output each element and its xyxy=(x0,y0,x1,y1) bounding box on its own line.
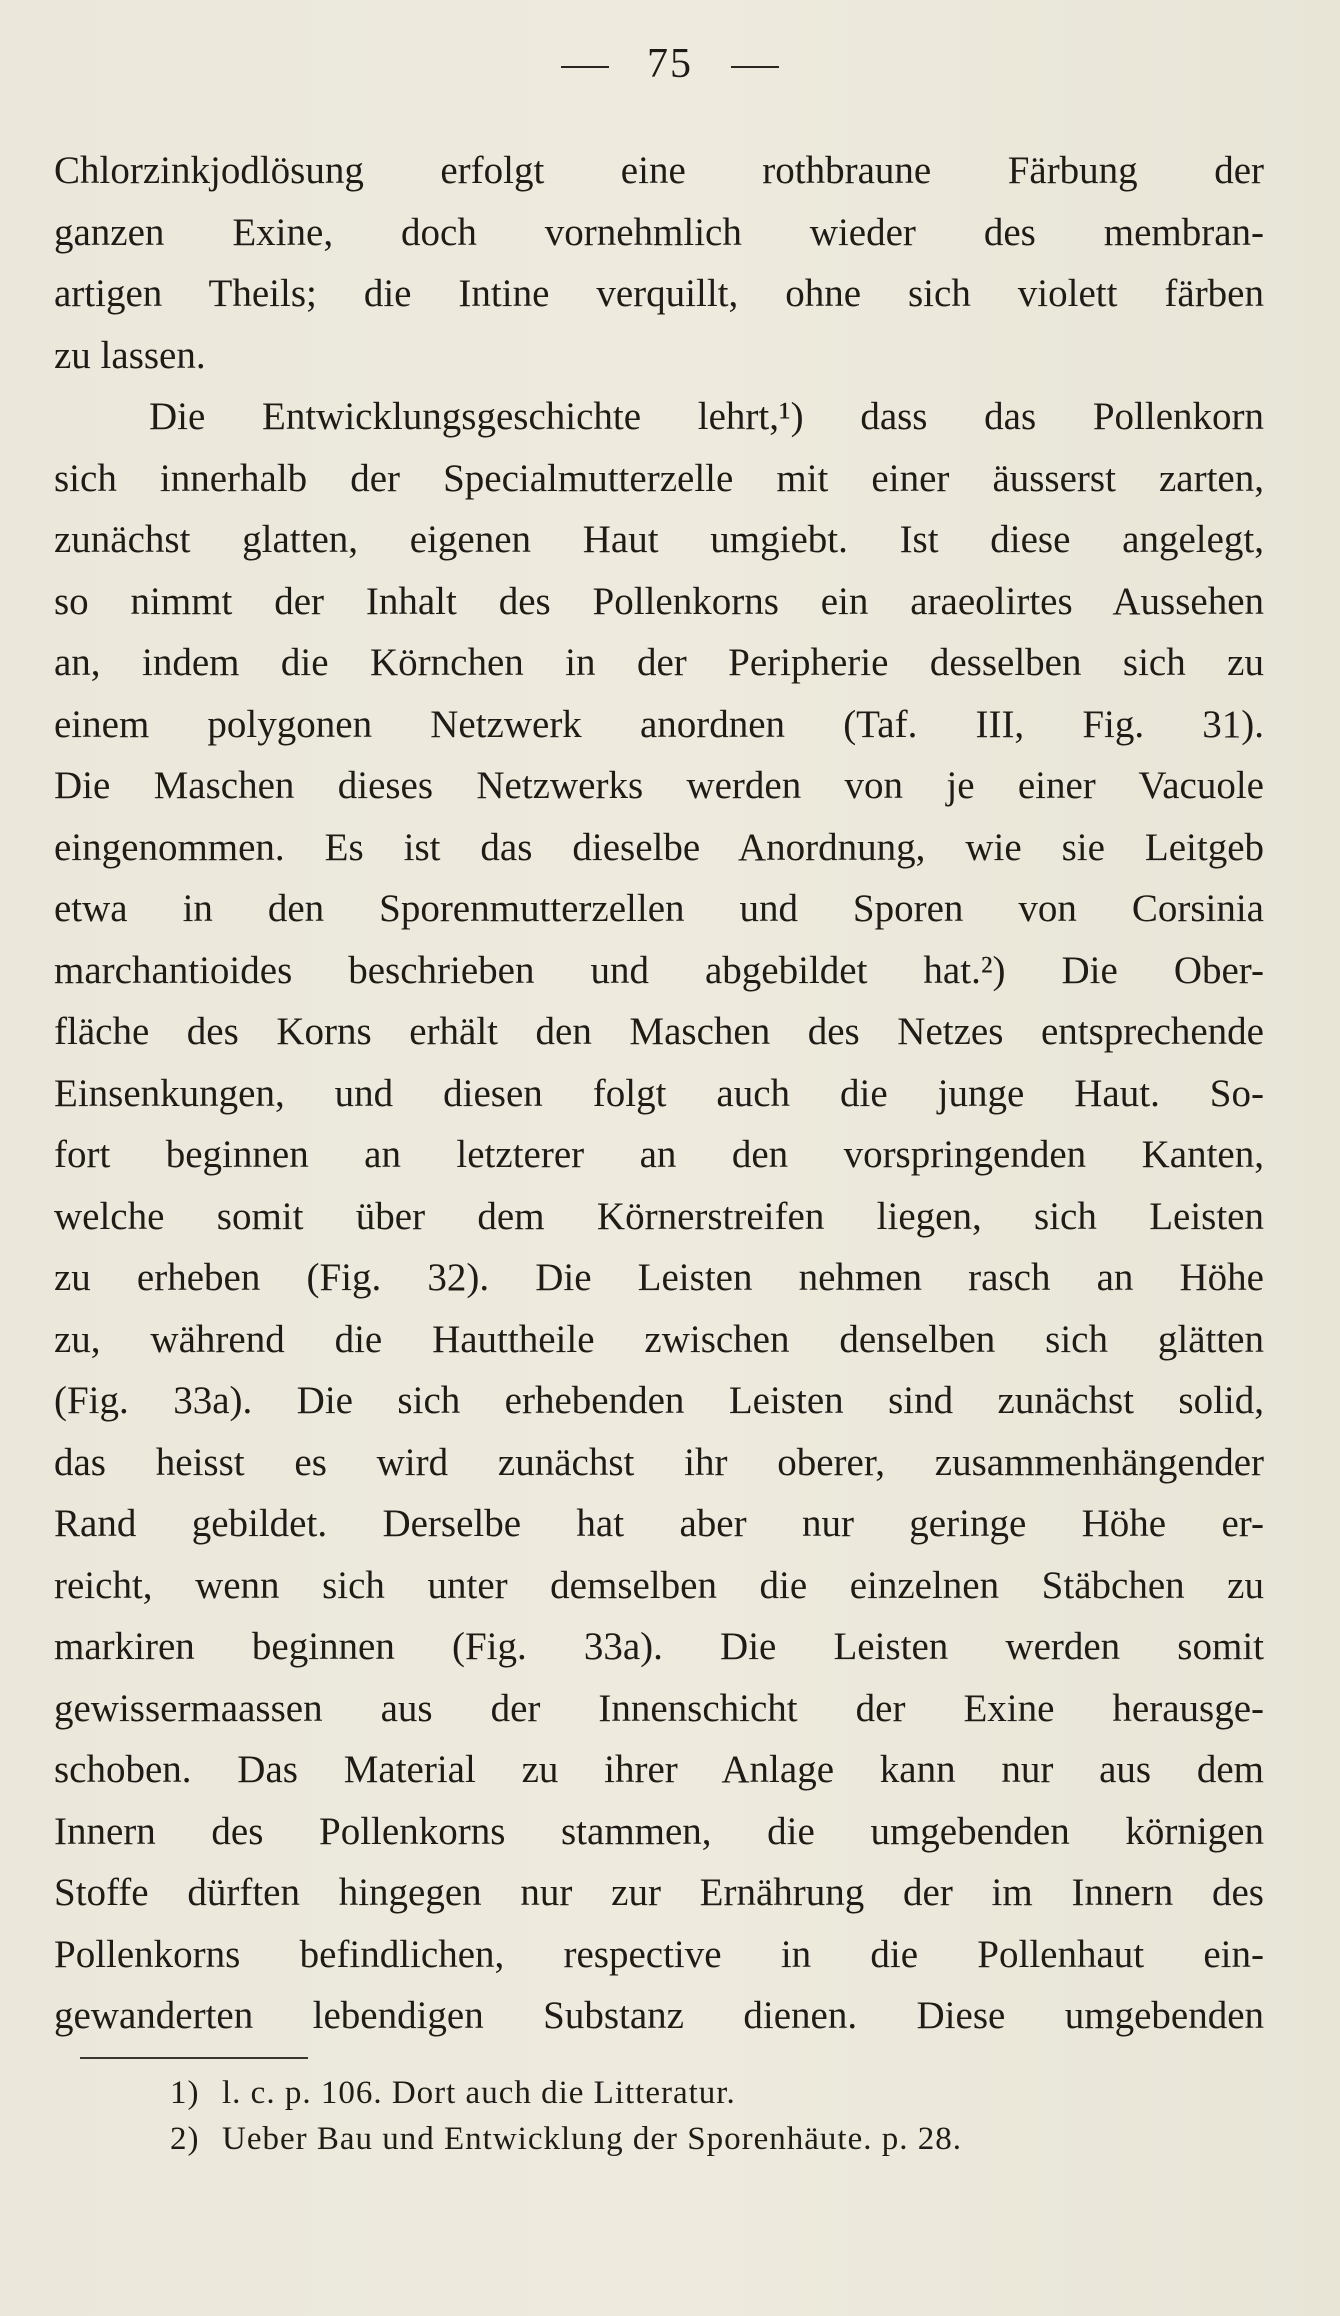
text-line: Rand gebildet. Derselbe hat aber nur geringe Höhe er- xyxy=(54,1502,1264,1545)
text-line: an, indem die Körnchen in der Peripherie desselben sich zu xyxy=(54,641,1264,684)
text-line: eingenommen. Es ist das dieselbe Anordnung, wie sie Leitgeb xyxy=(54,825,1264,869)
text-line: gewissermaassen aus der Innenschicht der Exine herausge- xyxy=(54,1686,1264,1730)
text-line: etwa in den Sporenmutterzellen und Sporen von Corsinia xyxy=(54,887,1264,930)
text-line: marchantioides beschrieben und abgebildet hat.²) Die Ober- xyxy=(54,948,1264,992)
footnote-rule xyxy=(80,2057,308,2059)
text-line: markiren beginnen (Fig. 33a). Die Leisten werden somit xyxy=(54,1625,1264,1668)
footnote-text: l. c. p. 106. Dort auch die Litteratur. xyxy=(222,2075,736,2111)
text-line: schoben. Das Material zu ihrer Anlage kann nur aus dem xyxy=(54,1748,1264,1791)
text-line: einem polygonen Netzwerk anordnen (Taf. III, Fig. 31). xyxy=(54,702,1264,746)
text-line: gewanderten lebendigen Substanz dienen. Diese umgebenden xyxy=(54,1994,1264,2037)
footnote-number: 1) xyxy=(170,2075,200,2111)
header-dash-left xyxy=(561,66,609,68)
text-line: reicht, wenn sich unter demselben die einzelnen Stäbchen zu xyxy=(54,1563,1264,1607)
text-line: so nimmt der Inhalt des Pollenkorns ein araeolirtes Aussehen xyxy=(54,579,1264,623)
footnote-text: Ueber Bau und Entwicklung der Sporenhäute. p. 28. xyxy=(222,2121,963,2157)
text-line: Die Entwicklungsgeschichte lehrt,¹) dass das Pollenkorn xyxy=(149,395,1264,438)
text-line: artigen Theils; die Intine verquillt, ohne sich violett färben xyxy=(54,272,1264,315)
text-line: das heisst es wird zunächst ihr oberer, zusammenhängender xyxy=(54,1440,1264,1484)
text-line: Chlorzinkjodlösung erfolgt eine rothbraune Färbung der xyxy=(54,149,1264,192)
text-line: sich innerhalb der Specialmutterzelle mit einer äusserst zarten, xyxy=(54,456,1264,500)
text-line: zu erheben (Fig. 32). Die Leisten nehmen rasch an Höhe xyxy=(54,1256,1264,1299)
text-line: Innern des Pollenkorns stammen, die umgebenden körnigen xyxy=(54,1809,1264,1853)
text-line: ganzen Exine, doch vornehmlich wieder des membran- xyxy=(54,210,1264,254)
text-line: welche somit über dem Körnerstreifen liegen, sich Leisten xyxy=(54,1194,1264,1238)
page-number: 75 xyxy=(647,41,693,87)
text-line: zunächst glatten, eigenen Haut umgiebt. Ist diese angelegt, xyxy=(54,518,1264,561)
text-line: zu, während die Hauttheile zwischen denselben sich glätten xyxy=(54,1317,1264,1361)
text-line: zu lassen. xyxy=(54,333,206,377)
body-text xyxy=(54,140,1264,2047)
footnote-number: 2) xyxy=(170,2121,200,2157)
footnote-1 xyxy=(170,2070,1210,2116)
text-line: Die Maschen dieses Netzwerks werden von je einer Vacuole xyxy=(54,764,1264,807)
text-line: (Fig. 33a). Die sich erhebenden Leisten sind zunächst solid, xyxy=(54,1379,1264,1422)
footnotes xyxy=(170,2070,1210,2162)
footnote-2 xyxy=(170,2116,1210,2162)
text-line: Einsenkungen, und diesen folgt auch die junge Haut. So- xyxy=(54,1071,1264,1115)
page-header xyxy=(0,40,1340,88)
text-line: Stoffe dürften hingegen nur zur Ernährung der im Innern des xyxy=(54,1871,1264,1914)
header-dash-right xyxy=(731,66,779,68)
text-line: Pollenkorns befindlichen, respective in die Pollenhaut ein- xyxy=(54,1932,1264,1976)
text-line: fläche des Korns erhält den Maschen des Netzes entsprechende xyxy=(54,1010,1264,1053)
text-line: fort beginnen an letzterer an den vorspringenden Kanten, xyxy=(54,1133,1264,1176)
